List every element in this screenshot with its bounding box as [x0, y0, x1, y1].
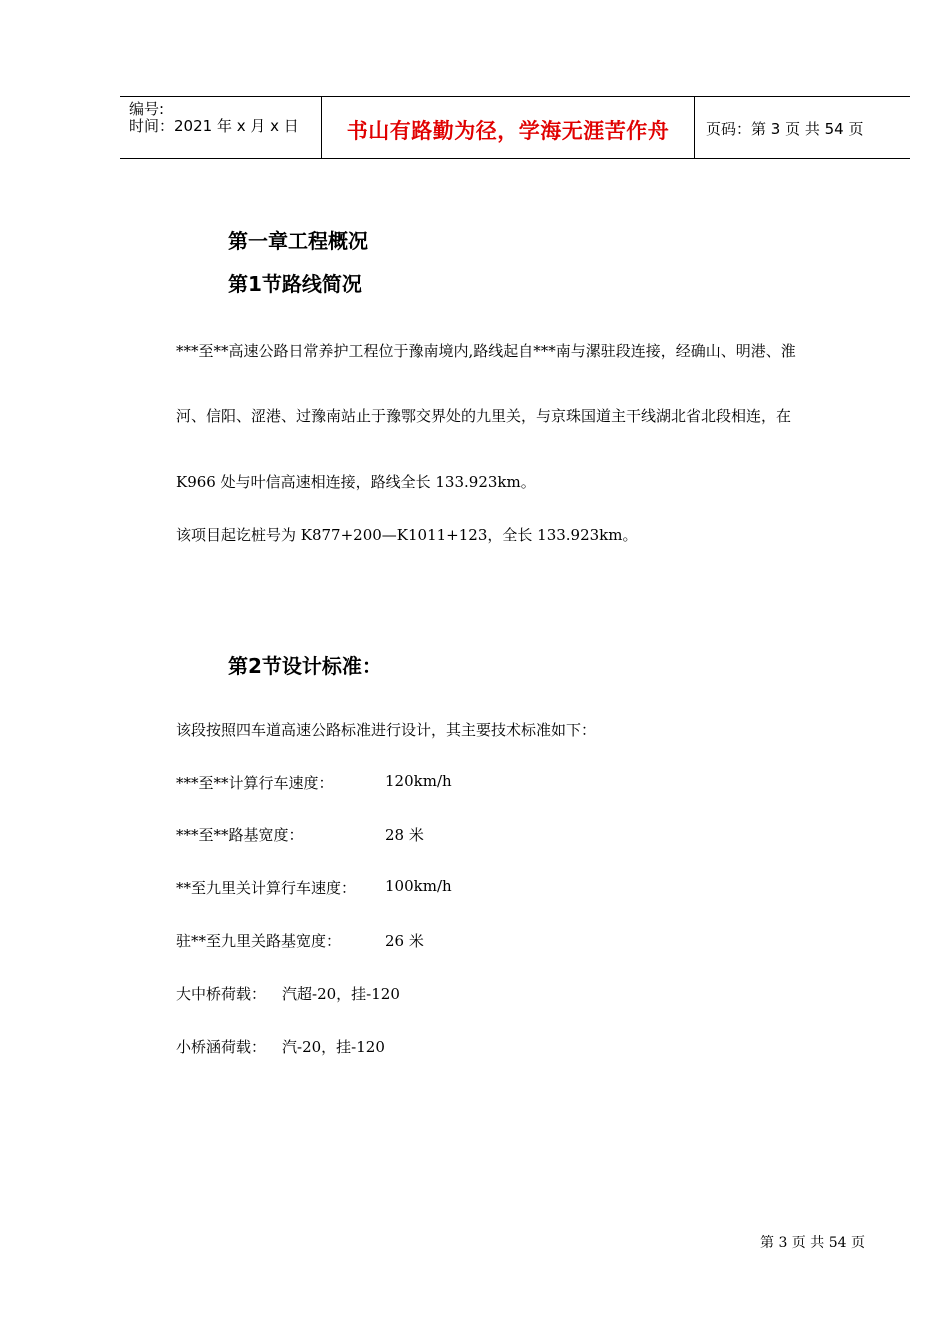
document-date: 时间：2021 年 x 月 x 日 [129, 117, 299, 135]
spec-value: 28 米 [385, 826, 424, 844]
spec-value: 120km/h [385, 772, 452, 790]
spec-value: 26 米 [385, 932, 424, 950]
document-number-label: 编号: [129, 100, 165, 118]
load-value: 汽超-20，挂-120 [282, 985, 400, 1003]
spec-value: 100km/h [385, 877, 452, 895]
standards-intro: 该段按照四车道高速公路标准进行设计，其主要技术标准如下： [176, 721, 597, 739]
spec-label: 驻**至九里关路基宽度： [176, 932, 342, 950]
chapter-title: 第一章工程概况 [228, 229, 368, 253]
page-header [120, 96, 910, 159]
spec-label: ***至**路基宽度： [176, 826, 304, 844]
section-1-paragraph-line: 河、信阳、涩港、过豫南站止于豫鄂交界处的九里关，与京珠国道主干线湖北省北段相连，在 [176, 407, 792, 425]
header-page-cell [695, 97, 910, 158]
spec-label: **至九里关计算行车速度： [176, 879, 357, 897]
load-spec-line [176, 1036, 385, 1057]
header-page-number: 页码：第 3 页 共 54 页 [706, 120, 864, 138]
section-1-title: 第1节路线简况 [228, 272, 362, 296]
section-1-paragraph-line: ***至**高速公路日常养护工程位于豫南境内,路线起自***南与漯驻段连接，经确山、明港、淮 [176, 342, 796, 360]
load-label: 小桥涵荷载： [176, 1038, 267, 1056]
spec-label: ***至**计算行车速度： [176, 774, 334, 792]
load-label: 大中桥荷载： [176, 985, 267, 1003]
section-2-title: 第2节设计标准： [228, 654, 382, 678]
load-spec-line [176, 983, 400, 1004]
footer-page-number: 第 3 页 共 54 页 [760, 1235, 865, 1251]
header-motto: 书山有路勤为径，学海无涯苦作舟 [346, 119, 670, 143]
header-motto-cell [322, 97, 695, 158]
header-meta-cell [120, 97, 322, 158]
chainage-line: 该项目起讫桩号为 K877+200—K1011+123，全长 133.923km。 [176, 526, 638, 544]
section-1-paragraph-line: K966 处与叶信高速相连接，路线全长 133.923km。 [176, 473, 536, 491]
load-value: 汽-20，挂-120 [282, 1038, 385, 1056]
